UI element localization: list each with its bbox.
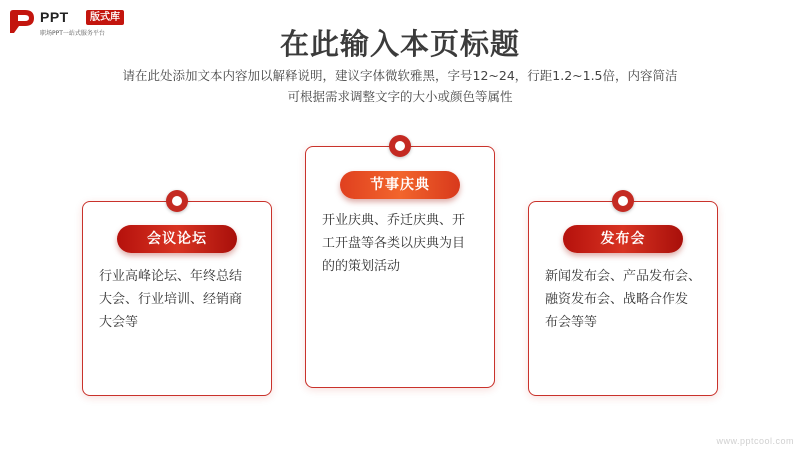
card-text-line: 开业庆典、乔迁庆典、开 — [322, 213, 466, 228]
card-text-line: 布会等等 — [545, 315, 598, 330]
watermark: www.pptcool.com — [716, 436, 794, 446]
logo-badge: 版式库 — [86, 10, 124, 25]
card-text-line: 融资发布会、战略合作发 — [545, 292, 689, 307]
page-title: 在此输入本页标题 — [279, 27, 520, 61]
card-label-pill: 发布会 — [563, 225, 683, 253]
subtitle-line-1: 请在此处添加文本内容加以解释说明，建议字体微软雅黑，字号12~24，行距1.2~1.5倍，内容简洁 — [122, 68, 678, 83]
subtitle-line-2: 可根据需求调整文字的大小或颜色等属性 — [287, 89, 513, 104]
card-text-line: 新闻发布会、产品发布会、 — [545, 269, 702, 284]
logo-tagline: 职场PPT一站式服务平台 — [40, 30, 105, 37]
pin-icon — [389, 135, 411, 157]
logo-brand-text: PPT — [40, 9, 69, 25]
card-launch-event — [528, 201, 718, 396]
card-text-line: 大会、行业培训、经销商 — [99, 292, 243, 307]
card-description — [322, 209, 482, 278]
pin-icon — [612, 190, 634, 212]
card-festival-celebration — [305, 146, 495, 388]
card-description — [545, 265, 705, 334]
card-conference-forum — [82, 201, 272, 396]
card-text-line: 工开盘等各类以庆典为目 — [322, 236, 466, 251]
card-label-pill: 节事庆典 — [340, 171, 460, 199]
card-text-line: 大会等 — [99, 315, 139, 330]
card-text-line: 的的策划活动 — [322, 259, 401, 274]
card-text-line: 行业高峰论坛、年终总结 — [99, 269, 243, 284]
card-label-pill: 会议论坛 — [117, 225, 237, 253]
card-description — [99, 265, 259, 334]
pin-icon — [166, 190, 188, 212]
